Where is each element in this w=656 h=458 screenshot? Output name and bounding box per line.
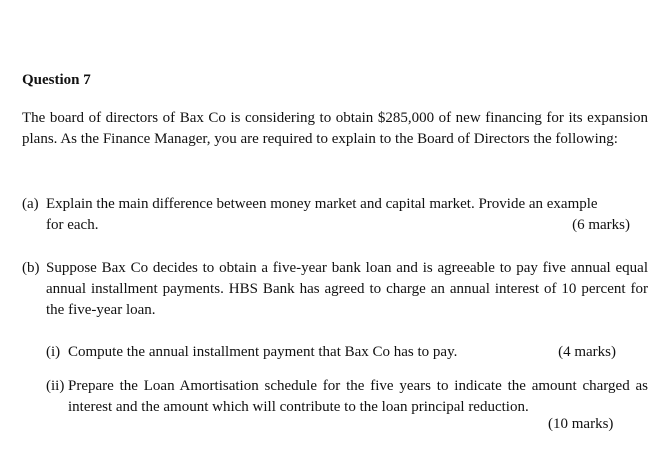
sub-i-marks: (4 marks) xyxy=(558,344,616,360)
part-a-line2 xyxy=(46,215,644,236)
part-a-body xyxy=(46,194,644,236)
part-b xyxy=(22,258,648,321)
sub-ii-label: (ii) xyxy=(46,378,65,394)
part-a xyxy=(22,194,644,236)
sub-i-label: (i) xyxy=(46,344,61,360)
part-b-label: (b) xyxy=(22,260,40,276)
sub-i-body xyxy=(46,342,457,363)
sub-i-text: Compute the annual installment payment that Bax Co has to pay. xyxy=(68,344,458,360)
part-a-text-line2: for each. xyxy=(46,217,99,233)
sub-ii xyxy=(46,376,648,418)
part-a-marks: (6 marks) xyxy=(572,217,630,233)
part-a-text-line1: Explain the main difference between money market and capital market. Provide an example xyxy=(46,196,598,212)
sub-ii-marks: (10 marks) xyxy=(548,416,614,432)
question-heading: Question 7 xyxy=(22,72,91,88)
question-intro: The board of directors of Bax Co is considering to obtain $285,000 of new financing for its expansion plans. As the Finance Manager, you are required to explain to the Board of Directors the following: xyxy=(22,110,648,147)
sub-ii-text: Prepare the Loan Amortisation schedule for the five years to indicate the amount charged as interest and the amount which will contribute to the loan principal reduction. xyxy=(68,378,648,415)
part-b-text: Suppose Bax Co decides to obtain a five-year bank loan and is agreeable to pay five annual equal annual installment payments. HBS Bank has agreed to charge an annual interest of 10 percent for the five-year loan. xyxy=(46,260,648,318)
sub-i xyxy=(46,342,616,363)
part-a-label: (a) xyxy=(22,196,39,212)
